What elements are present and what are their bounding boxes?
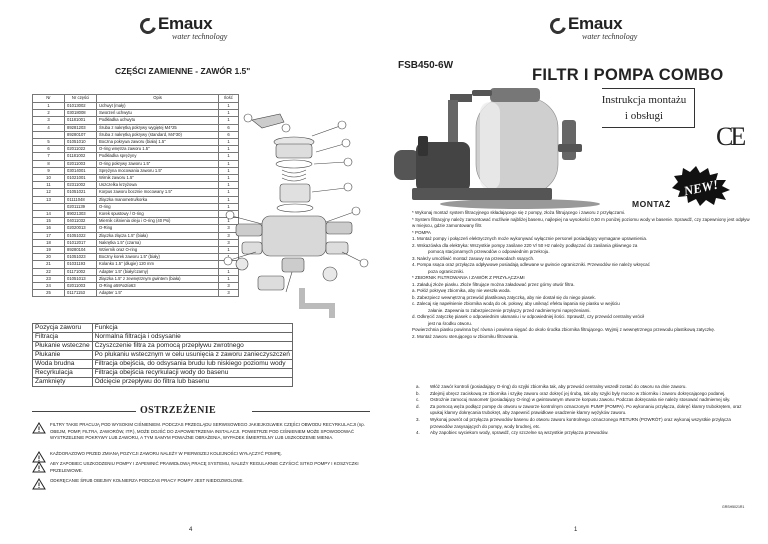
document-code: GRSH5021R1 xyxy=(722,505,745,509)
valve-position: Zamknięty xyxy=(33,378,93,387)
parts-table-row xyxy=(33,218,239,225)
part-code: 03018008 xyxy=(65,110,97,117)
part-description: Adapter 1.5" (biały/czarny) xyxy=(97,268,219,275)
part-description: Boczna pokrywa zaworu (biała) 1.5" xyxy=(97,139,219,146)
part-quantity: 1 xyxy=(219,110,239,117)
valve-function-row xyxy=(33,369,293,378)
part-code: 01181001 xyxy=(65,117,97,124)
emaux-logo xyxy=(550,16,637,41)
step-item xyxy=(414,397,752,404)
part-no: 17 xyxy=(33,232,65,239)
instruction-line: 2. Wskazówka dla elektryka: Wszystkie pompy zasilane 220 V/ 50 Hz należy podłączać do zasilania głównego za xyxy=(412,242,638,248)
valve-function: Filtracja obejścia recyrkulacji wody do basenu xyxy=(92,369,292,378)
parts-table-row xyxy=(33,153,239,160)
valve-position: Płukanie wsteczne xyxy=(33,342,93,351)
parts-table-row xyxy=(33,261,239,268)
parts-table xyxy=(32,94,239,297)
part-quantity: 3 xyxy=(219,283,239,290)
instruction-line: 3. Należy umożliwić montaż zasuwy na przewodach ssących. xyxy=(412,255,535,261)
parts-table-row xyxy=(33,110,239,117)
valve-function-row xyxy=(33,333,293,342)
valve-function-table xyxy=(32,323,293,387)
part-no: 24 xyxy=(33,283,65,290)
parts-table-row xyxy=(33,268,239,275)
part-no: 13 xyxy=(33,196,65,203)
warning-triangle-icon xyxy=(32,422,46,434)
parts-table-row xyxy=(33,182,239,189)
valve-function: Czyszczenie filtra za pomocą przepływu zwrotnego xyxy=(92,342,292,351)
brand-tagline: water technology xyxy=(582,32,638,41)
emaux-logo-icon xyxy=(137,15,159,37)
part-no: 16 xyxy=(33,225,65,232)
part-description: Sprężyna mocowania zaworu 1.5" xyxy=(97,167,219,174)
valve-function-row xyxy=(33,360,293,369)
step-letter: 3. xyxy=(416,416,420,422)
valve-function: Odcięcie przepływu do filtra lub basenu xyxy=(92,378,292,387)
part-no: 21 xyxy=(33,261,65,268)
manual-subtitle-line-1: Instrukcja montażu xyxy=(601,94,687,106)
parts-table-row xyxy=(33,225,239,232)
parts-table-row xyxy=(33,103,239,110)
part-quantity: 3 xyxy=(219,239,239,246)
step-letter: d. xyxy=(416,403,420,409)
part-quantity: 1 xyxy=(219,146,239,153)
manual-subtitle-box xyxy=(593,88,695,128)
step-item xyxy=(414,391,752,398)
parts-table-row xyxy=(33,283,239,290)
part-description: Złączka 1.5" z zewnętrznym gwintem (biała) xyxy=(97,275,219,282)
parts-table-body xyxy=(33,103,239,297)
part-code: 02311002 xyxy=(65,182,97,189)
part-no: 4 xyxy=(33,124,65,131)
part-code: 02011003 xyxy=(65,283,97,290)
step-item xyxy=(414,430,752,437)
step-letter: 4. xyxy=(416,430,420,436)
instruction-line: d. Odkręcić zatyczkę piasek o odpowiednim ułamaniu i w odpowiedniej ilości. Sprawdź, czy przewód centralny wrócił xyxy=(412,314,645,319)
parts-table-row xyxy=(33,146,239,153)
valve-function-body xyxy=(33,324,293,387)
instruction-line: załanie. Zapewnia to zabezpieczenie przyłączy przed nadmiernymi naprężeniami. xyxy=(428,307,591,313)
part-description: O-Ring ø59*ø2/ø63 xyxy=(97,283,219,290)
part-no: 1 xyxy=(33,103,65,110)
part-description: Nakrętka 1.5" (czarna) xyxy=(97,239,219,246)
part-code: 89280107 xyxy=(65,131,97,138)
parts-table-row xyxy=(33,232,239,239)
header-nr: Nr xyxy=(33,95,65,103)
warning-text: KAŻDORAZOWO PRZED ZMIANĄ POZYCJI ZAWORU NALEŻY W PIERWSZEJ KOLEJNOŚCI WYŁĄCZYĆ POMPĘ. xyxy=(50,451,282,456)
part-description: Korek spustowy / O-ring xyxy=(97,211,219,218)
part-no: 18 xyxy=(33,239,65,246)
header-description: Opis xyxy=(97,95,219,103)
part-description: O-ring wnętrza zaworu 1.5" xyxy=(97,146,219,153)
part-code: 01111048 xyxy=(65,196,97,203)
part-quantity: 1 xyxy=(219,189,239,196)
valve-function-row xyxy=(33,351,293,360)
part-no xyxy=(33,203,65,210)
part-quantity: 1 xyxy=(219,203,239,210)
part-description: Podkładka uchwytu xyxy=(97,117,219,124)
part-code: 03014001 xyxy=(65,167,97,174)
part-description: O-ring xyxy=(97,203,219,210)
part-no: 2 xyxy=(33,110,65,117)
manual-subtitle-line-2: i obsługi xyxy=(624,110,664,122)
part-code: 01171002 xyxy=(65,268,97,275)
step-letter: c. xyxy=(416,397,420,403)
warning-text: ODKRĘCANIE ŚRUB OBEJMY KOŁNIERZA PODCZAS PRACY POMPY JEST NIEDOZWOLONE. xyxy=(50,478,244,483)
parts-table-row xyxy=(33,189,239,196)
header-quantity: Ilość xyxy=(219,95,239,103)
part-description: Boczny korek zaworu 1.5" (biały) xyxy=(97,254,219,261)
parts-title: CZĘŚCI ZAMIENNE - ZAWÓR 1.5" xyxy=(115,66,251,76)
part-description: Wziernik oraz O-ring xyxy=(97,247,219,254)
emaux-logo xyxy=(140,16,227,41)
instruction-line: b. Zabezpiecz wewnętrzną przewód plastikową zatyczką, aby nie dostał się do niego piasek. xyxy=(412,294,596,300)
part-description: Kolanko 1.5" (długie) 120 mm xyxy=(97,261,219,268)
parts-table-row xyxy=(33,124,239,131)
part-code: 02020013 xyxy=(65,225,97,232)
part-no: 25 xyxy=(33,290,65,297)
valve-function-row xyxy=(33,324,293,333)
warning-item xyxy=(32,422,374,442)
part-code: 01031193 xyxy=(65,261,97,268)
step-text: Aby zapobiec wyciekom wody, sprawdź, czy szczelne są wszystkie przyłącza przewodów. xyxy=(430,430,609,436)
parts-table-row xyxy=(33,290,239,297)
new-badge-text: NEW! xyxy=(682,176,720,199)
part-quantity: 1 xyxy=(219,117,239,124)
part-description: Korpus zaworu bocznie mocowany 1.5" xyxy=(97,189,219,196)
part-code: 04011032 xyxy=(65,218,97,225)
valve-function: Po płukaniu wstecznym w celu usunięcia z zaworu zanieczyszczeń xyxy=(92,351,292,360)
part-description: Wirnik zaworu 1.5" xyxy=(97,175,219,182)
part-description: O-ring pokrywy zaworu 1.5" xyxy=(97,160,219,167)
part-quantity: 3 xyxy=(219,225,239,232)
part-no xyxy=(33,131,65,138)
instruction-line: jest na środku otworu. xyxy=(428,320,473,326)
parts-table-row xyxy=(33,203,239,210)
part-description: Uszczelka krzyżowa xyxy=(97,182,219,189)
model-number: FSB450-6W xyxy=(398,60,454,71)
step-text: Wykonaj powrót od przyłącza przewodów basenu do otworu zaworu kontrolnego oznaczonego RETURN (POWRÓT) oraz wykonaj wszystkie przyłącza przewodów zasysających do pompy, wody brudnej, etc. xyxy=(430,416,731,429)
parts-table-row xyxy=(33,275,239,282)
parts-table-row xyxy=(33,239,239,246)
brand-name: Emaux xyxy=(158,14,213,33)
valve-position: Recyrkulacja xyxy=(33,369,93,378)
valve-exploded-drawing xyxy=(222,92,372,322)
part-no: 5 xyxy=(33,139,65,146)
part-quantity: 6 xyxy=(219,131,239,138)
warning-rule-right xyxy=(252,411,370,412)
emaux-logo-icon xyxy=(547,15,569,37)
part-no: 23 xyxy=(33,275,65,282)
valve-position: Płukanie xyxy=(33,351,93,360)
part-no: 8 xyxy=(33,160,65,167)
parts-table-row xyxy=(33,139,239,146)
part-code: 01181002 xyxy=(65,153,97,160)
part-quantity: 1 xyxy=(219,196,239,203)
valve-position: Woda brudna xyxy=(33,360,93,369)
page-number-right: 1 xyxy=(574,527,578,533)
part-description: Śruba z nakrętką pokrywy (standard, M4*30) xyxy=(97,131,219,138)
instruction-line: * System filtracyjny należy zamontować możliwie najbliżej basenu, najlepiej na wysokości 0,50 m poniżej poziomu wody w basenie. Sprawdź, czy zapewniony jest odpływ w miejscu, gdzie zamontowany filtr. xyxy=(412,216,751,228)
instruction-line: 2. Montaż zaworu sterującego w zbiorniku filtrowania. xyxy=(412,333,519,339)
instruction-line: * ZBIORNIK FILTROWANIA I ZAWÓR Z PRZYŁĄCZAMI xyxy=(412,275,525,280)
filter-pump-product-image xyxy=(392,84,602,212)
parts-table-row xyxy=(33,196,239,203)
part-quantity: 3 xyxy=(219,290,239,297)
part-code: 01013002 xyxy=(65,103,97,110)
instruction-line: a. Połóż pokrywę zbiornika, aby nie weszła woda. xyxy=(412,288,511,293)
part-no: 3 xyxy=(33,117,65,124)
part-quantity: 1 xyxy=(219,275,239,282)
step-text: Włóż zawór kontroli (posiadający O-ring) do szyjki zbiornika tak, aby przewód centralny wszedł zostać do otworu na dnie zaworu. xyxy=(430,384,687,389)
warning-rule-left xyxy=(32,411,136,412)
instruction-line: 4. Pompa ssąca oraz przyłącza odpływowe posiadają odlewane w gwincie ograniczniki. Przewodów nie należy wkręcać xyxy=(412,262,650,267)
step-letter: b. xyxy=(416,390,420,396)
parts-table-row xyxy=(33,175,239,182)
part-description: Uchwyt (mały) xyxy=(97,103,219,110)
warning-triangle-icon xyxy=(32,461,46,473)
warning-title: OSTRZEŻENIE xyxy=(140,405,217,416)
part-code: 01051022 xyxy=(65,232,97,239)
step-item xyxy=(414,384,752,391)
part-no: 9 xyxy=(33,167,65,174)
part-no: 12 xyxy=(33,189,65,196)
instruction-line: c. Zalecaj się napełnienie zbiornika wodą do ok. połowy, aby uniknąć efektu łapania się piasku w wejściu xyxy=(412,301,620,306)
part-quantity: 1 xyxy=(219,268,239,275)
instruction-line: * POMPA xyxy=(412,229,431,235)
parts-table-header xyxy=(33,95,239,103)
installation-instructions xyxy=(412,210,752,340)
parts-table-row xyxy=(33,211,239,218)
step-text: Za pomocą węża podłącz pompę do otworu w zaworze kontrolnym oznaczonym PUMP (POMPA). Po wykonaniu przyłącza, dokręć klamry trubokrętem, oraz upukaj klamry dokręcania trubokręt, aby zapewnić prawidłowe osadzenie klamry wężyków zaworu. xyxy=(430,403,742,416)
parts-table-row xyxy=(33,247,239,254)
step-letter: a. xyxy=(416,384,420,389)
part-description: Złączka złącza 1.5" (biała) xyxy=(97,232,219,239)
part-description: Miernik ciśnienia oleju i O-ring (40 Psi) xyxy=(97,218,219,225)
instruction-line: * Wykonaj montaż system filtracyjnego składającego się z pompy, złoża filtrującego i zaworu z przyłączami. xyxy=(412,210,626,215)
part-quantity: 1 xyxy=(219,160,239,167)
step-item xyxy=(414,417,752,430)
part-no: 11 xyxy=(33,182,65,189)
valve-mounting-steps xyxy=(414,384,752,437)
part-code: 02011003 xyxy=(65,160,97,167)
part-no: 14 xyxy=(33,211,65,218)
step-text: Ostrożnie zamocuj manometr (posiadający O-ring) w gwintowanym otworze korpusu zaworu. Podczas dokręcania nie należy stosować nadmiernej siły. xyxy=(430,397,731,403)
parts-table-row xyxy=(33,254,239,261)
part-no: 7 xyxy=(33,153,65,160)
part-description: Adapter 1.5" xyxy=(97,290,219,297)
part-quantity: 3 xyxy=(219,232,239,239)
header-part-number: Nr części xyxy=(65,95,97,103)
part-description: O-Ring xyxy=(97,225,219,232)
part-quantity: 1 xyxy=(219,167,239,174)
parts-table-row xyxy=(33,167,239,174)
part-quantity: 1 xyxy=(219,247,239,254)
part-code: 01051013 xyxy=(65,275,97,282)
instruction-line: pomocą stacjonarnych przewodów o odpowiednim przekroju. xyxy=(428,249,550,254)
part-quantity: 1 xyxy=(219,182,239,189)
parts-table-row xyxy=(33,117,239,124)
part-code: 01021001 xyxy=(65,175,97,182)
valve-function: Normalna filtracja i odsysanie xyxy=(92,333,292,342)
valve-function: Filtracja obejścia, do odsysania brudu lub niskiego poziomu wody xyxy=(92,360,292,369)
part-description: Śruba z nakrętką pokrywy wygiętej M4*25 xyxy=(97,124,219,131)
instruction-line: Powierzchnia piasku powinna być równa i powinna sięgać do około środka zbiornika filtrującego. Wyjmij z wewnętrznego przewodu plastikową zatyczkę. xyxy=(412,327,716,332)
valve-function-row xyxy=(33,378,293,387)
brand-name: Emaux xyxy=(568,14,623,33)
part-code: 89281203 xyxy=(65,124,97,131)
part-no: 19 xyxy=(33,247,65,254)
part-code: 01051010 xyxy=(65,139,97,146)
instruction-line: poza ograniczniki. xyxy=(428,268,465,274)
part-code: 01171153 xyxy=(65,290,97,297)
part-code: 02011022 xyxy=(65,146,97,153)
part-quantity: 1 xyxy=(219,103,239,110)
part-code: 01051021 xyxy=(65,189,97,196)
right-page xyxy=(384,0,768,544)
part-description: Złączka manometru/korka xyxy=(97,196,219,203)
product-title: FILTR I POMPA COMBO xyxy=(532,66,724,84)
valve-position: Filtracja xyxy=(33,333,93,342)
ce-mark: CE xyxy=(716,122,744,151)
part-quantity: 1 xyxy=(219,139,239,146)
part-no: 6 xyxy=(33,146,65,153)
parts-table-row xyxy=(33,131,239,138)
part-no: 22 xyxy=(33,268,65,275)
part-no: 10 xyxy=(33,175,65,182)
warning-item xyxy=(32,478,374,490)
step-text: Zdejmij obręcz zaciskową ze zbiornika i szyjkę zaworu oraz dokręć jej śrubą, tak aby szyjki były mocno w zbiorniku i zaworu dokręcającego podanej. xyxy=(430,390,726,396)
new-badge xyxy=(670,166,732,206)
warning-text: ABY ZAPOBIEC USZKODZENIU POMPY I ZAPEWNIĆ PRAWIDŁOWĄ PRACĘ SYSTEMU, NALEŻY REGULARNIE CZYŚCIĆ SITKO POMPY I KOSZYCZKI PRZELEWOWE. xyxy=(50,461,359,473)
part-code: 89280104 xyxy=(65,247,97,254)
valve-function: Funkcja xyxy=(92,324,292,333)
warning-triangle-icon xyxy=(32,478,46,490)
montaz-title: MONTAŻ xyxy=(632,199,671,209)
instruction-line: 1. Montaż pompy i połączeń elektrycznych może wykonywać wyłącznie personel posiadający wymagane uprawnienia. xyxy=(412,236,648,241)
part-code: 02011139 xyxy=(65,203,97,210)
warning-text: FILTRY TAKIE PRACUJĄ POD WYSOKIM CIŚNIENIEM. PODCZAS PRZEGLĄDU SERWISOWEGO JAKIEJKOLWIEK CZĘŚCI OBWODU RECYRKULACJI (np. OBEJM, POMP, FILTRA, ZAWORÓW, ITP.), MOŻE DOJŚĆ DO ZAPOWIETRZENIA INSTALACJI. POWIETRZE POD CIŚNIENIEM MOŻE SPOWODOWAĆ WYSTRZELENIE POKRYWY LUB ZAWORU, A TYM SAMYM POWAŻNE OBRAŻENIA, WYPADEK ŚMIERTELNY LUB USZKODZENIE MIENIA. xyxy=(50,422,365,441)
instruction-line: 1. Załaduj złoże piasku. Złoże filtrujące można załadować przez górny otwór filtra. xyxy=(412,281,575,287)
valve-position: Pozycja zaworu xyxy=(33,324,93,333)
step-item xyxy=(414,404,752,417)
page-number-left: 4 xyxy=(189,527,193,533)
part-quantity: 1 xyxy=(219,218,239,225)
part-no: 15 xyxy=(33,218,65,225)
valve-function-row xyxy=(33,342,293,351)
brand-tagline: water technology xyxy=(172,32,228,41)
part-no: 20 xyxy=(33,254,65,261)
parts-table-row xyxy=(33,160,239,167)
part-quantity: 6 xyxy=(219,124,239,131)
part-quantity: 1 xyxy=(219,175,239,182)
part-code: 89021303 xyxy=(65,211,97,218)
part-code: 01012017 xyxy=(65,239,97,246)
part-description: Sworzeń uchwytu xyxy=(97,110,219,117)
part-quantity: 1 xyxy=(219,153,239,160)
warning-item xyxy=(32,461,374,474)
part-code: 01051023 xyxy=(65,254,97,261)
part-description: Podkładka sprężyny xyxy=(97,153,219,160)
